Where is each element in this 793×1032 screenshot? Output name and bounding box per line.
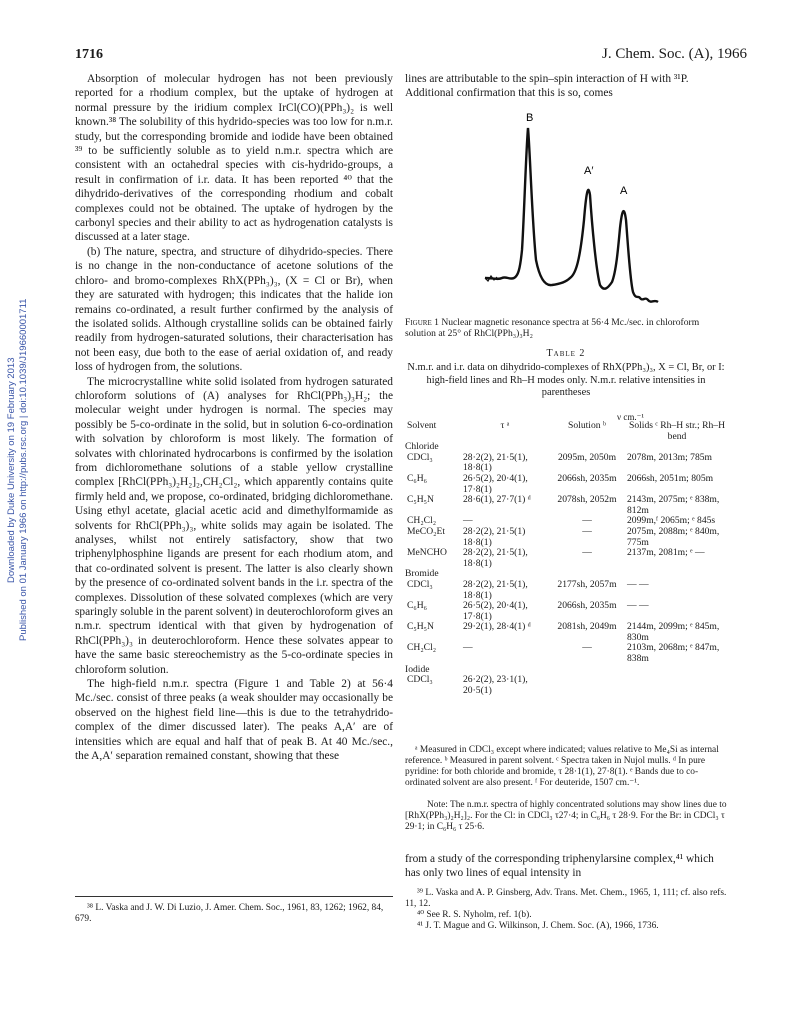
- download-watermark: [6, 150, 29, 790]
- footnote-rule: [75, 896, 393, 897]
- peak-label-a: A: [620, 185, 628, 197]
- doi-link[interactable]: Published on 01 January 1966 on http://pubs.rsc.org | doi:10.1039/J19660001711: [18, 298, 29, 642]
- table-cell-tau: 29·2(1), 28·4(1) ᵈ: [463, 621, 531, 633]
- nmr-spectrum-plot: [480, 110, 665, 310]
- footnote: ⁴¹ J. T. Mague and G. Wilkinson, J. Chem. Soc. (A), 1966, 1736.: [417, 921, 659, 931]
- table-cell-solvent: CDCl₃: [407, 578, 433, 590]
- table-row: [405, 453, 727, 474]
- table-cell-tau: 28·2(2), 21·5(1), 18·8(1): [463, 547, 528, 569]
- table-cell-tau: 28·2(2), 21·5(1) 18·8(1): [463, 525, 526, 548]
- table-cell-solids: — —: [627, 600, 649, 612]
- table-cell-solvent: CH₂Cl₂: [407, 515, 437, 527]
- table-cell-solution: —: [582, 515, 592, 527]
- footnote: ³⁸ L. Vaska and J. W. Di Luzio, J. Amer. Chem. Soc., 1961, 83, 1262; 1962, 84, 679.: [75, 903, 384, 924]
- journal-header: J. Chem. Soc. (A), 1966: [602, 46, 747, 62]
- table-footnotes: [405, 745, 727, 789]
- table-cell-solution: —: [582, 642, 592, 654]
- figure-caption-text: Nuclear magnetic resonance spectra at 56·4 Mc./sec. in chloroform solution at 25° of RhCl(PPh₃)₃H₂: [405, 317, 700, 339]
- table-cell-tau: 26·2(2), 23·1(1), 20·5(1): [463, 674, 528, 696]
- table-cell-tau: —: [463, 515, 473, 527]
- table-cell-solution: —: [582, 547, 592, 559]
- table-cell-solvent: MeNCHO: [407, 547, 447, 559]
- table-cell-tau: 28·2(2), 21·5(1), 18·8(1): [463, 578, 528, 601]
- group-label: Chloride: [405, 441, 439, 453]
- table-note: [405, 800, 727, 833]
- column-header: Solvent: [407, 420, 437, 431]
- paragraph: from a study of the corresponding triphenylarsine complex,⁴¹ which has only two lines of equal intensity in: [405, 853, 714, 880]
- footnote: ⁴⁰ See R. S. Nyholm, ref. 1(b).: [417, 910, 532, 920]
- table-row: [405, 474, 727, 495]
- table-cell-tau: —: [463, 642, 473, 654]
- table-cell-solution: 2081sh, 2049m: [557, 621, 617, 633]
- table-cell-solvent: CDCl₃: [407, 674, 433, 686]
- table-cell-solvent: MeCO₂Et: [407, 525, 445, 537]
- table-cell-tau: 28·6(1), 27·7(1) ᵈ: [463, 494, 531, 506]
- table-unit: ν cm.⁻¹: [617, 412, 645, 422]
- table-row: [405, 675, 727, 696]
- paragraph: lines are attributable to the spin–spin interaction of H with ³¹P. Additional confirmation that this is so, comes: [405, 73, 689, 100]
- download-notice: Downloaded by Duke University on 19 February 2013: [6, 357, 17, 583]
- table-cell-solids: 2099m,ᶠ 2065m; ᵉ 845s: [627, 515, 716, 527]
- figure-label: Figure 1: [405, 317, 439, 328]
- table-row: [405, 527, 727, 548]
- paragraph: (b) The nature, spectra, and structure of dihydrido-species. There is no change in the non-conductance of acetone solutions of the chloro- and bromo-complexes RhX(PPh₃)₃, (X = Cl or Br), when they are saturated with hydrogen; this indicates that the halide ion remains co-ordinated, a result further confirmed by the analysis of the isolated solids. Although crystalline solids can be obtained fairly readily from hydrogen-saturated solutions, their characterisation has not been easy, due both to the ease of aerial oxidation of, and ready loss of hydrogen from, the solutions.: [75, 245, 393, 374]
- table-cell-solution: 2066sh, 2035m: [557, 600, 617, 612]
- table-cell-tau: 26·5(2), 20·4(1), 17·8(1): [463, 600, 528, 622]
- table-title: Table 2: [546, 348, 586, 359]
- table-header-row: [405, 421, 727, 442]
- footnote: ³⁹ L. Vaska and A. P. Ginsberg, Adv. Trans. Met. Chem., 1965, 1, 111; cf. also refs. 11, 12.: [405, 888, 727, 909]
- column-header: τ ᵃ: [500, 420, 510, 431]
- group-label: Bromide: [405, 568, 439, 580]
- table-cell-solvent: C₆H₆: [407, 472, 428, 484]
- left-column: [75, 72, 393, 764]
- table-cell-solution: 2066sh, 2035m: [557, 472, 617, 484]
- right-column-top: [405, 72, 727, 101]
- right-footnotes: [405, 888, 727, 932]
- table-cell-solution: [547, 675, 627, 696]
- column-header: Solids ᶜ Rh–H str.; Rh–H bend: [628, 420, 725, 442]
- peak-label-b: B: [526, 112, 534, 124]
- table-row: [405, 580, 727, 601]
- table-cell-solution: 2177sh, 2057m: [557, 578, 617, 590]
- table-cell-solids: — —: [627, 578, 649, 590]
- right-column-bottom: [405, 852, 727, 881]
- note: Note: The n.m.r. spectra of highly concentrated solutions may show lines due to [RhX(PPh₃)₂H₂]₂. For the Cl: in CDCl₃ τ27·4; in C₆H₆ τ 28·9. For the Br: in CDCl₃ τ 29·1; in C₆H₆ τ 25·6.: [405, 800, 727, 832]
- table-cell-solids: 2144m, 2099m; ᵉ 845m, 830m: [627, 621, 720, 643]
- table-cell-solvent: C₅H₅N: [407, 621, 434, 633]
- table-cell-solids: 2075m, 2088m; ᵉ 840m, 775m: [627, 525, 720, 548]
- table-cell-solution: 2078sh, 2052m: [557, 494, 617, 506]
- peak-label-a-prime: A′: [584, 165, 594, 177]
- page-number: 1716: [75, 47, 103, 62]
- table-row: [405, 548, 727, 569]
- paragraph: The microcrystalline white solid isolated from hydrogen saturated chloroform solutions of (A) analyses for RhCl(PPh₃)₃H₂; the molecular weight under hydrogen is normal. The species may possibly be 5-co-ordinate in the solid, but in solution 6-co-ordination with solvation by chloroform is most likely. The formation of solvates with chlorinated hydrocarbons is confirmed by the isolation from dichloromethane solutions of a stable yellow crystalline complex [RhCl(PPh₃)₂H₂]₂,CH₂Cl₂, which apparently contains quite firmly held and, we propose, co-ordinated, bridging dichloromethane. Using ethyl acetate, glacial acetic acid and dimethylformamide as solvents for RhCl(PPh₃)₃, white solids may again be isolated. The analyses, whilst not entirely satisfactory, show that two triphenylphosphine ligands are present for each rhodium atom, and that co-ordinated solvent is present. The latter is also clearly shown by the presence of co-ordinated solvent bands in the i.r. spectra of the complexes. Dissolution of these solvated complexes (which are very sparingly soluble in the parent solvent) in deuterochloroform gives an n.m.r. spectrum identical with that given by hydrogenation of RhCl(PPh₃)₃ in deuterochloroform. Hence these solvates appear to have the same basic stereochemistry as the 5-co-ordinate species in chloroform solution.: [75, 375, 393, 676]
- table-row: [405, 643, 727, 664]
- table-cell-solids: 2143m, 2075m; ᵉ 838m, 812m: [627, 494, 720, 516]
- nmr-data-table: [405, 421, 727, 696]
- table-cell-tau: 26·5(2), 20·4(1), 17·8(1): [463, 472, 528, 495]
- table-group-row: [405, 665, 727, 676]
- spectrum-trace: [485, 128, 658, 302]
- table-cell-solution: 2095m, 2050m: [557, 451, 617, 463]
- table-body: [405, 442, 727, 696]
- table-row: [405, 601, 727, 622]
- footnote: ᵃ Measured in CDCl₃ except where indicated; values relative to Me₄Si as internal reference. ᵇ Measured in parent solvent. ᶜ Spectra taken in Nujol mulls. ᵈ In pure pyridine: for both chloride and bromide, τ 28·1(1), 27·8(1). ᵉ Bands due to co-ordinated solvent are also present. ᶠ For deuteride, 1507 cm.⁻¹.: [405, 745, 719, 788]
- table-row: [405, 495, 727, 516]
- table-subtitle: N.m.r. and i.r. data on dihydrido-complexes of RhX(PPh₃)₃, X = Cl, Br, or I: high-field lines and Rh–H modes only. N.m.r. relative intensities in parentheses: [407, 362, 725, 399]
- paragraph: Absorption of molecular hydrogen has not been previously reported for a rhodium complex, but the uptake of hydrogen at normal pressure by the iridium complex IrCl(CO)(PPh₃)₂ is well known.³⁸ The solubility of this hydrido-species was too low for n.m.r. study, but the corresponding bromide and iodide have been obtained ³⁹ to be sufficiently soluble as to yield n.m.r. spectra which are consistent with an octahedral species with cis-hydrido-groups, a result in confirmation of i.r. data. It has been reported ⁴⁰ that the dihydrido-derivatives of the corresponding rhodium and cobalt complexes could not be obtained. The uptake of hydrogen by the carbonyl species and their ability to act as hydrogenation catalysts is discussed at a later stage.: [75, 73, 393, 244]
- table-cell-solvent: CH₂Cl₂: [407, 642, 437, 654]
- left-footnotes: [75, 903, 393, 925]
- nmr-spectrum-figure: [480, 110, 665, 310]
- group-label: Iodide: [405, 663, 430, 675]
- table-cell-solvent: CDCl₃: [407, 451, 433, 463]
- table-cell-solids: [627, 675, 727, 696]
- table-cell-solids: 2137m, 2081m; ᵉ —: [627, 547, 705, 559]
- table-cell-solvent: C₆H₆: [407, 600, 428, 612]
- table-cell-solution: —: [582, 525, 592, 537]
- table-cell-solids: 2066sh, 2051m; 805m: [627, 472, 714, 484]
- table-row: [405, 622, 727, 643]
- table-cell-solids: 2078m, 2013m; 785m: [627, 451, 713, 463]
- table-cell-solvent: C₅H₅N: [407, 494, 434, 506]
- table-cell-tau: 28·2(2), 21·5(1), 18·8(1): [463, 451, 528, 474]
- table-cell-solids: 2103m, 2068m; ᵉ 847m, 838m: [627, 642, 720, 665]
- paragraph: The high-field n.m.r. spectra (Figure 1 and Table 2) at 56·4 Mc./sec. consist of three peaks (a weak shoulder may occasionally be observed on the highest field line—this is due to the tetrahydrido-complex of the dimer discussed later). The peaks A,A′ are of intensities which are equal and half that of peak B. At 40 Mc./sec., the A,A′ separation remained constant, showing that these: [75, 678, 393, 763]
- column-header: Solution ᵇ: [568, 420, 606, 431]
- figure-caption: [405, 317, 727, 339]
